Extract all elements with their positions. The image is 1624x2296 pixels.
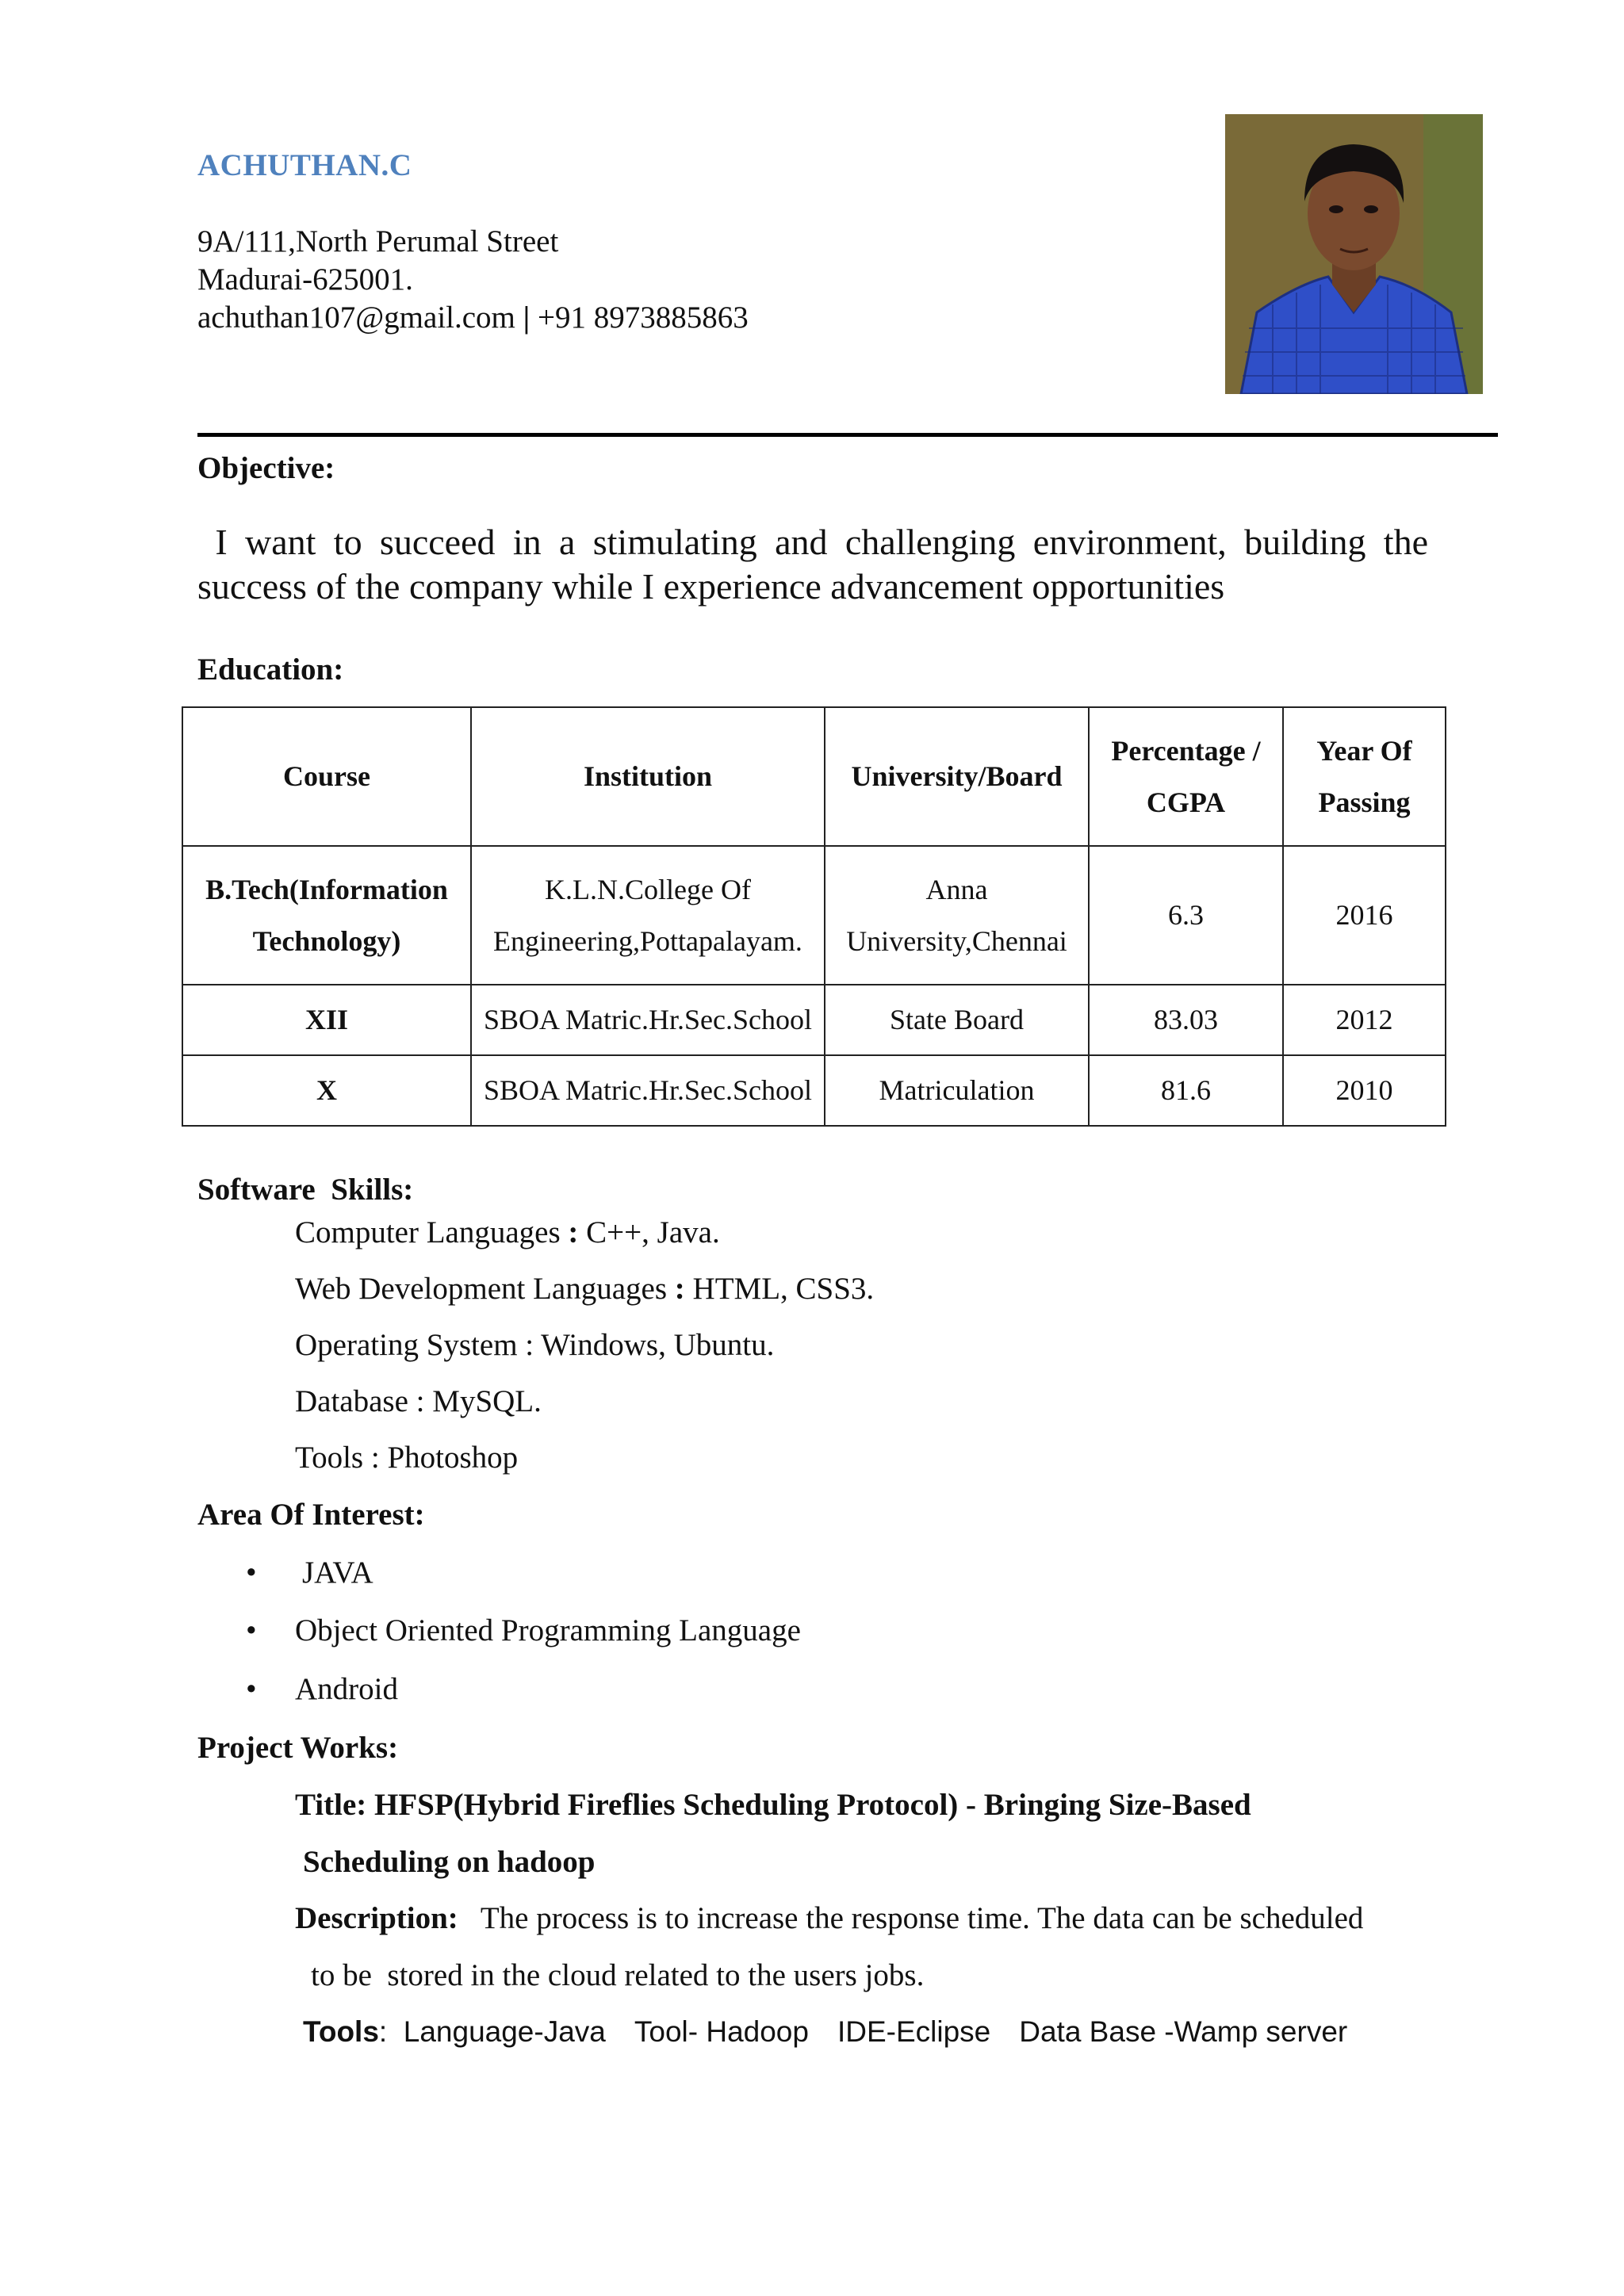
objective-text <box>197 520 1428 609</box>
skill-label: Operating System <box>295 1328 526 1362</box>
skill-item <box>295 1383 542 1419</box>
contact-line <box>197 299 749 337</box>
column-header: Percentage / CGPA <box>1089 707 1283 846</box>
skill-value: MySQL. <box>424 1384 542 1418</box>
year-cell: 2016 <box>1283 846 1446 985</box>
project-description-label: Description: <box>295 1901 458 1935</box>
course-cell: B.Tech(Information Technology) <box>182 846 471 985</box>
skills-heading: Software Skills: <box>197 1173 414 1207</box>
education-heading: Education: <box>197 652 344 687</box>
education-table <box>182 706 1446 1127</box>
institution-cell: K.L.N.College Of Engineering,Pottapalayam. <box>471 846 825 985</box>
contact-separator: | <box>523 300 530 335</box>
year-cell: 2012 <box>1283 985 1446 1055</box>
skill-item <box>295 1440 518 1475</box>
tool-item: Data Base -Wamp server <box>1019 2015 1348 2048</box>
skill-separator: : <box>370 1441 380 1475</box>
year-cell: 2010 <box>1283 1055 1446 1126</box>
table-header-row <box>182 707 1446 846</box>
column-header: Course <box>182 707 471 846</box>
skill-label: Database <box>295 1384 416 1418</box>
skill-separator: : <box>568 1215 579 1249</box>
column-header: Year Of Passing <box>1283 707 1446 846</box>
score-cell: 6.3 <box>1089 846 1283 985</box>
tool-item: Language-Java <box>403 2015 606 2048</box>
board-cell: State Board <box>825 985 1089 1055</box>
table-row <box>182 985 1446 1055</box>
bullet-icon: • <box>246 1556 257 1590</box>
skill-item <box>295 1271 874 1307</box>
skill-separator: : <box>525 1328 534 1362</box>
header-divider <box>197 433 1498 437</box>
phone-text: +91 8973885863 <box>538 300 749 335</box>
interest-item: Android <box>295 1672 398 1706</box>
bullet-icon: • <box>246 1613 257 1647</box>
project-title-text: HFSP(Hybrid Fireflies Scheduling Protocol) - Bringing Size-Based <box>374 1788 1251 1822</box>
skill-value: C++, Java. <box>578 1215 720 1249</box>
bullet-icon: • <box>246 1672 257 1706</box>
address-line-2: Madurai-625001. <box>197 262 413 297</box>
board-cell: Matriculation <box>825 1055 1089 1126</box>
skill-value: Photoshop <box>379 1441 519 1475</box>
objective-heading: Objective: <box>197 451 335 485</box>
score-cell: 81.6 <box>1089 1055 1283 1126</box>
table-row <box>182 846 1446 985</box>
project-description-line-2: to be stored in the cloud related to the users jobs. <box>311 1958 925 1992</box>
institution-cell: SBOA Matric.Hr.Sec.School <box>471 985 825 1055</box>
address-line-1: 9A/111,North Perumal Street <box>197 224 559 258</box>
tool-item: Tool- Hadoop <box>634 2015 809 2048</box>
course-cell: X <box>182 1055 471 1126</box>
objective-body: I want to succeed in a stimulating and challenging environment, building the success of the company while I experience advancement opportunities <box>197 522 1429 607</box>
skill-label: Web Development Languages <box>295 1272 675 1306</box>
project-description-line-1 <box>295 1900 1363 1936</box>
column-header: University/Board <box>825 707 1089 846</box>
tool-item: IDE-Eclipse <box>837 2015 991 2048</box>
projects-heading: Project Works: <box>197 1731 399 1765</box>
project-title-line-1 <box>295 1787 1251 1823</box>
board-cell: Anna University,Chennai <box>825 846 1089 985</box>
skill-item <box>295 1327 774 1363</box>
profile-photo <box>1225 114 1483 394</box>
project-title-line-2: Scheduling on hadoop <box>303 1845 596 1879</box>
course-cell: XII <box>182 985 471 1055</box>
project-tools-label: Tools <box>303 2015 379 2048</box>
skill-separator: : <box>674 1272 685 1306</box>
skill-separator: : <box>416 1384 425 1418</box>
skill-value: Windows, Ubuntu. <box>534 1328 775 1362</box>
project-title-label: Title: <box>295 1788 375 1822</box>
project-description-text: The process is to increase the response time. The data can be scheduled <box>480 1901 1364 1935</box>
interest-item: JAVA <box>302 1556 373 1590</box>
score-cell: 83.03 <box>1089 985 1283 1055</box>
institution-cell: SBOA Matric.Hr.Sec.School <box>471 1055 825 1126</box>
email-text: achuthan107@gmail.com <box>197 300 515 335</box>
skill-label: Computer Languages <box>295 1215 569 1249</box>
skill-label: Tools <box>295 1441 371 1475</box>
column-header: Institution <box>471 707 825 846</box>
candidate-name: ACHUTHAN.C <box>197 148 412 182</box>
skill-item <box>295 1215 720 1250</box>
project-tools-line: Tools: Language-Java Tool- Hadoop IDE-Eclipse Data Base -Wamp server <box>303 2015 1348 2048</box>
interests-heading: Area Of Interest: <box>197 1498 425 1532</box>
interest-item: Object Oriented Programming Language <box>295 1613 801 1647</box>
table-row <box>182 1055 1446 1126</box>
skill-value: HTML, CSS3. <box>684 1272 875 1306</box>
